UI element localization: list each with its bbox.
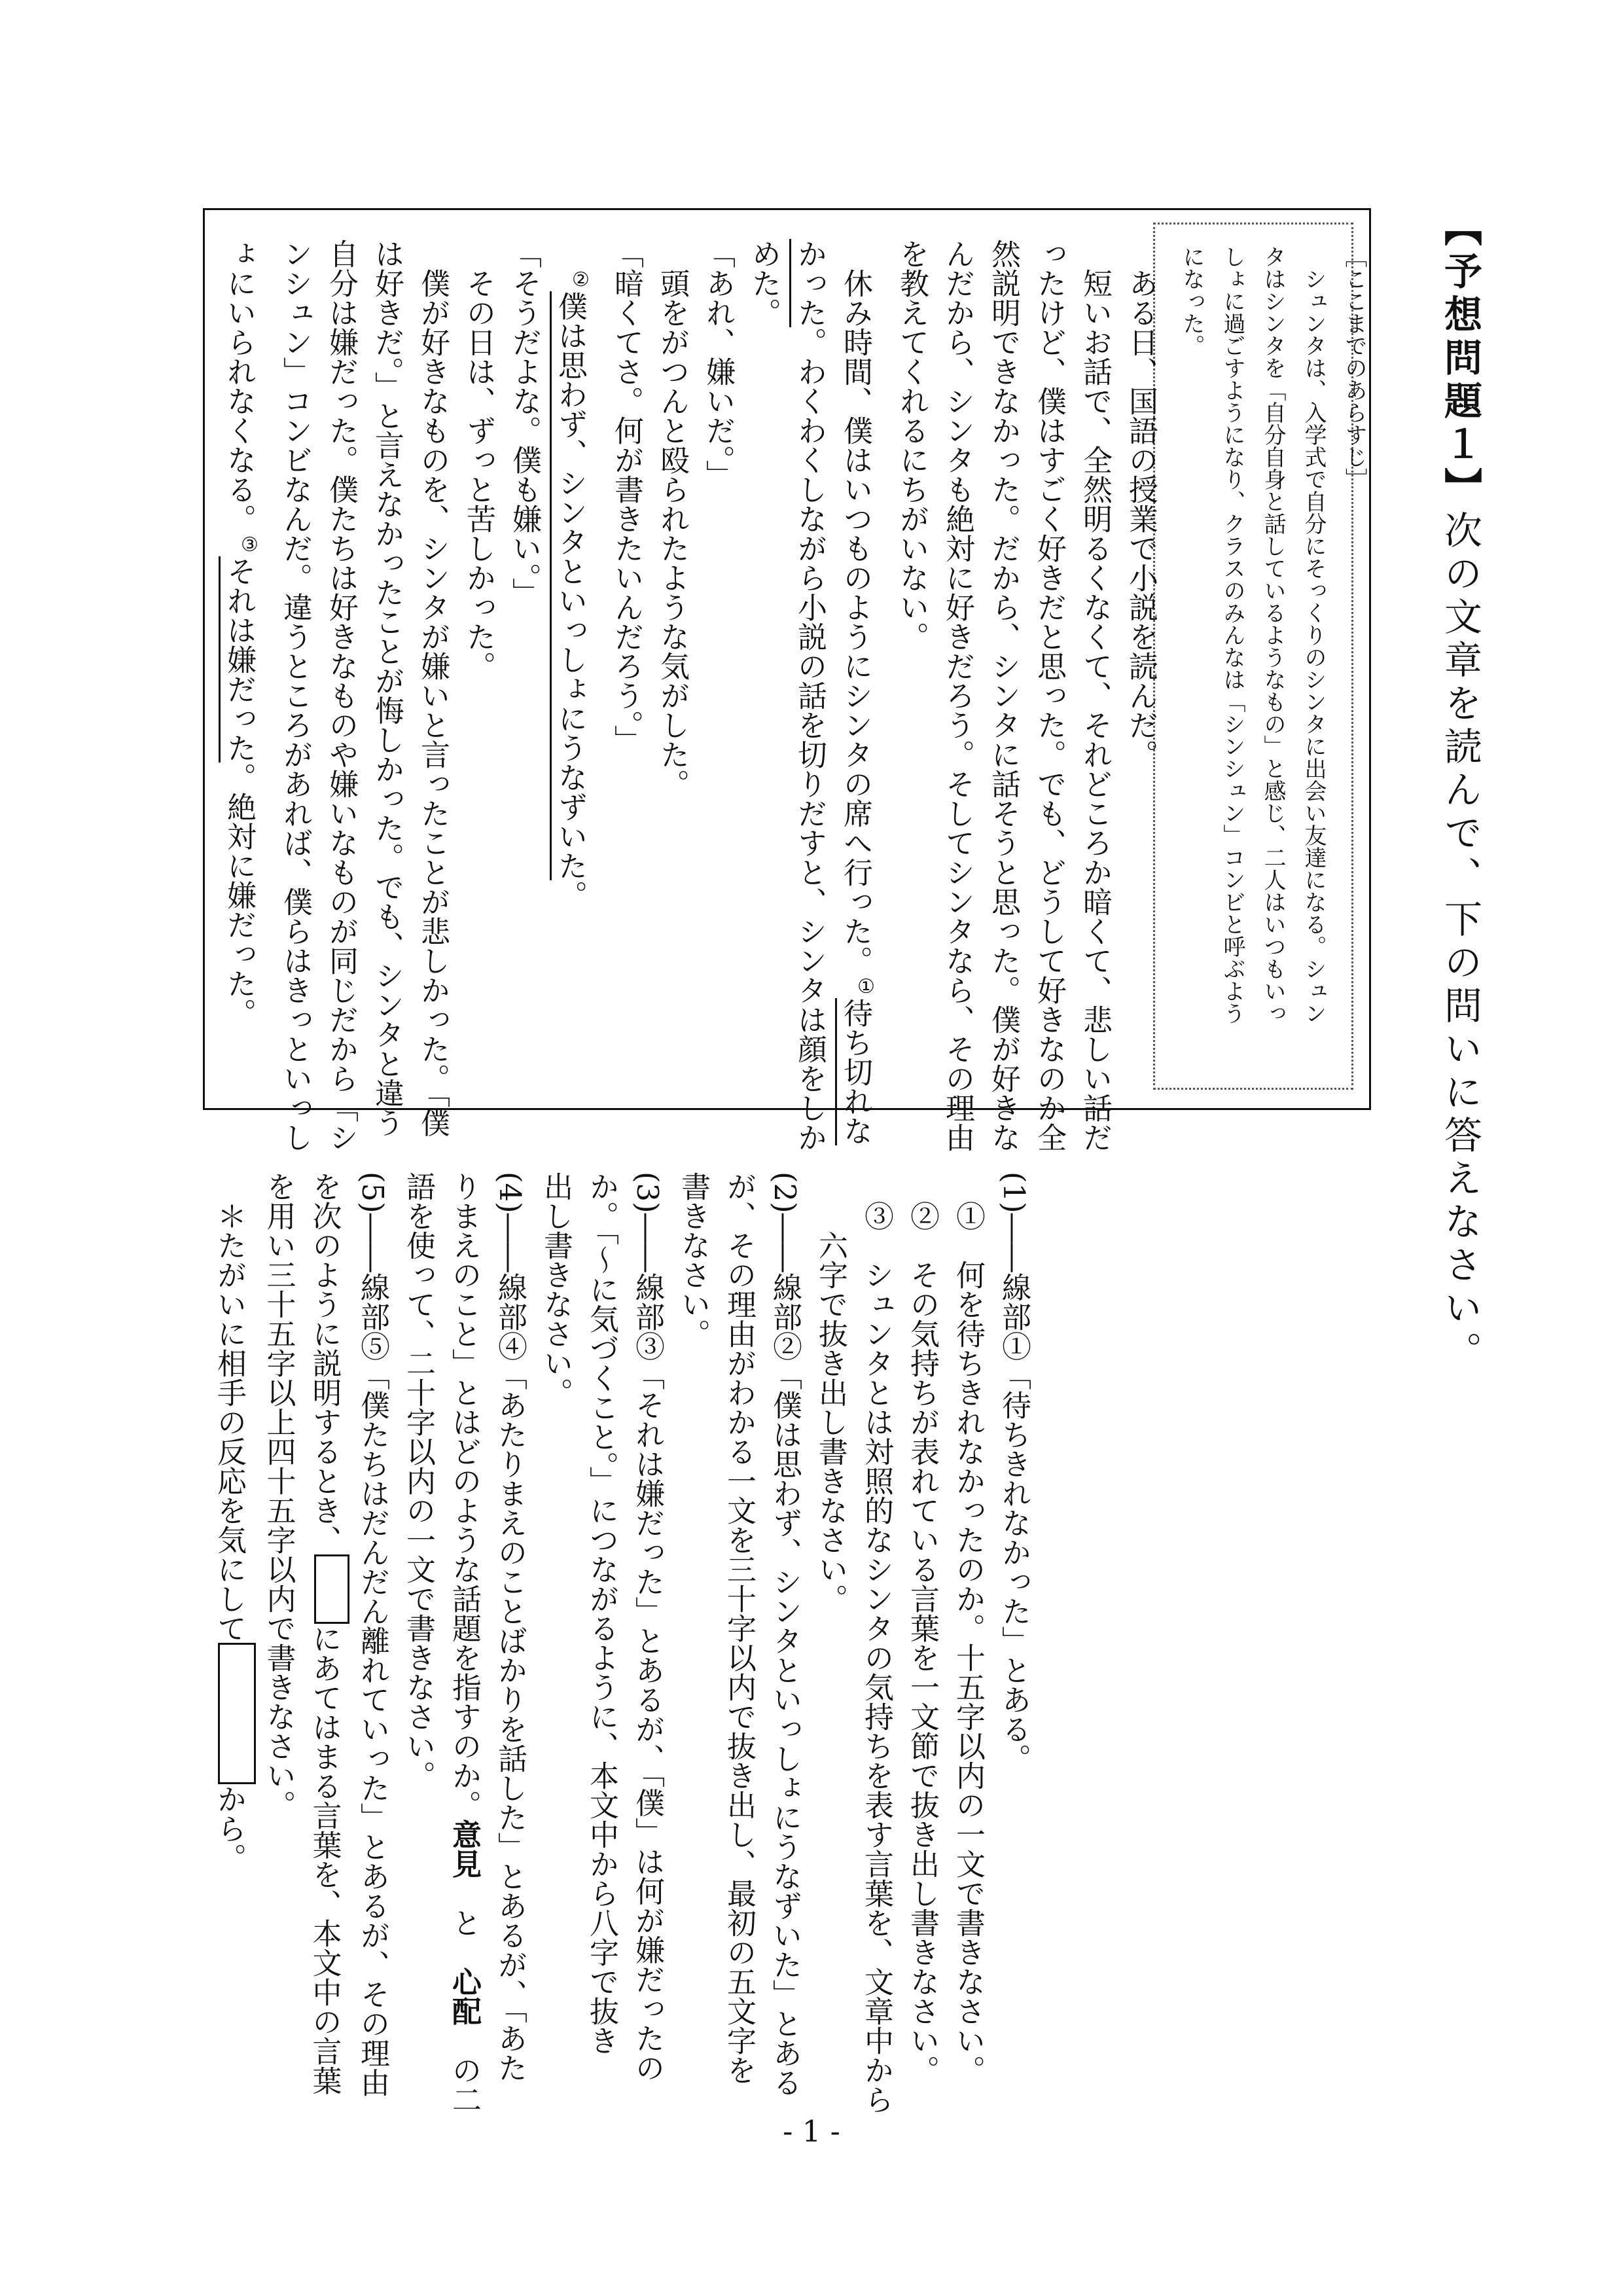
keyword-iken: 意見 — [447, 1820, 482, 1878]
question-3-cont: か。「～に気づくこと。」につながるように、本文中から八字で抜き — [584, 1172, 619, 2055]
question-4-cont — [441, 1172, 487, 2140]
question-title — [1438, 208, 1482, 1374]
story-line — [547, 239, 603, 1096]
page-number: - 1 - — [783, 2114, 840, 2149]
questions — [206, 1172, 1037, 2140]
story-line: 僕が好きなものを、シンタが嫌いと言ったことが悲しかった。「僕 — [416, 239, 450, 1138]
question-text: ――線部⑤「僕たちはだんだん離れていった」とあるが、その理由 — [355, 1213, 390, 2097]
story-text-span: 。絶対に嫌だった。 — [222, 762, 257, 1028]
question-text: ――線部①「待ちきれなかった」とある。 — [997, 1213, 1031, 1773]
question-number: (3) — [630, 1172, 665, 1213]
question-2-cont: 書きなさい。 — [676, 1172, 711, 1348]
synopsis-header: ［ここまでのあらすじ］ — [1341, 245, 1367, 490]
question-3-cont: 出し書きなさい。 — [539, 1172, 573, 1407]
story-text — [216, 239, 1164, 1152]
synopsis — [1171, 245, 1374, 1024]
story-line: 「あれ、嫌いだ。」 — [701, 239, 736, 490]
question-1 — [991, 1172, 1037, 2140]
synopsis-line: シュンタは、入学式で自分にそっくりのシンタに出会い友達になる。シュン — [1300, 245, 1327, 1024]
underlined-phrase-1-cont: かった — [789, 239, 827, 327]
story-text-span: 。 — [553, 880, 588, 910]
underlined-phrase-3: それは嫌だった — [219, 556, 257, 762]
underlined-phrase-2: 僕は思わず、シンタといっしょにうなずいた — [550, 291, 588, 880]
question-2-cont: が、その理由がわかる一文を三十字以内で抜き出し、最初の五文字を — [722, 1172, 757, 2085]
story-line: 然説明できなかった。だから、シンタに話そうと思った。僕が好きな — [986, 239, 1021, 1152]
question-text: の二 — [447, 2055, 482, 2114]
story-line: ンシュン」コンビなんだ。違うところがあれば、僕らはきっといっし — [278, 239, 313, 1152]
hint-text: から。 — [212, 1784, 247, 1873]
underline-number-1: ① — [855, 975, 878, 998]
synopsis-line: になった。 — [1179, 245, 1205, 357]
story-line: 短いお話で、全然明るくなくて、それどころか暗くて、悲しい話だ — [1078, 239, 1113, 1152]
story-text-span: ょにいられなくなる。 — [222, 239, 257, 533]
question-5-cont: を用い三十五字以上四十五字以内で書きなさい。 — [261, 1172, 296, 1820]
story-line: 頭をがつんと殴られたような気がした。 — [655, 239, 690, 798]
question-number: (2) — [768, 1172, 802, 1213]
underline-number-3: ③ — [238, 533, 261, 556]
story-line: 自分は嫌だった。僕たちは好きなものや嫌いなものが同じだから「シ — [324, 239, 359, 1152]
story-text-span: 休み時間、僕はいつものようにシンタの席へ行った。 — [838, 239, 873, 975]
question-number: (1) — [997, 1172, 1031, 1213]
underline-number-2: ② — [569, 268, 592, 291]
story-line: 「そうだよな。僕も嫌い。」 — [507, 239, 542, 607]
story-line: その日は、ずっと苦しかった。 — [461, 239, 496, 681]
answer-blank-box[interactable] — [314, 1554, 349, 1624]
question-text: と — [447, 1908, 482, 1937]
question-text: ――線部②「僕は思わず、シンタといっしょにうなずいた」とある — [768, 1213, 802, 2097]
question-text: ――線部④「あたりまえのことばかりを話した」とあるが、「あた — [493, 1213, 527, 2083]
question-5 — [349, 1172, 395, 2140]
synopsis-line: しょに過ごすようになり、クラスのみんなは「シンシュン」コンビと呼ぶよう — [1219, 245, 1245, 1024]
question-text: りまえのこと」とはどのような話題を指すのか。 — [447, 1172, 482, 1820]
question-1-sub-3-cont: 六字で抜き出し書きなさい。 — [813, 1172, 848, 1613]
story-line: ある日、国語の授業で小説を読んだ。 — [1124, 239, 1158, 769]
story-line — [216, 239, 272, 1096]
question-text: ――線部③「それは嫌だった」とあるが、「僕」は何が嫌だったの — [630, 1213, 665, 2083]
question-1-sub-1: ① 何を待ちきれなかったのか。十五字以内の一文で書きなさい。 — [951, 1172, 986, 2085]
question-5-hint — [206, 1172, 256, 2140]
question-1-sub-3: ③ シュンタとは対照的なシンタの気持ちを表す言葉を、文章中から — [859, 1172, 894, 2114]
question-4-cont: 語を使って、二十字以内の一文で書きなさい。 — [401, 1172, 436, 1790]
question-number: (5) — [355, 1172, 390, 1213]
question-text: を次のように説明するとき、 — [307, 1172, 342, 1554]
question-label: 【予想問題１】 — [1438, 208, 1482, 511]
story-line — [832, 239, 889, 1145]
story-line: ったけど、僕はすごく好きだと思った。でも、どうして好きなのか全 — [1032, 239, 1067, 1152]
question-4 — [487, 1172, 533, 2140]
question-2 — [762, 1172, 808, 2140]
story-line: 「暗くてさ。何が書きたいんだろう。」 — [609, 239, 644, 755]
story-text-span: 。わくわくしながら小説の話を切りだすと、シンタは顔をしか — [793, 327, 827, 1152]
hint-text: ＊たがいに相手の反応を気にして — [212, 1201, 247, 1643]
story-line: んだから、シンタも絶対に好きだろう。そしてシンタなら、その理由 — [940, 239, 975, 1152]
story-line: めた。 — [747, 239, 781, 327]
question-5-cont — [302, 1172, 350, 2140]
question-number: (4) — [493, 1172, 527, 1213]
question-1-sub-2: ② その気持ちが表れている言葉を一文節で抜き出し書きなさい。 — [905, 1172, 940, 2085]
question-text: にあてはまる言葉を、本文中の言葉 — [307, 1624, 342, 2095]
story-line — [787, 239, 832, 1152]
answer-blank-box-large[interactable] — [218, 1643, 256, 1784]
story-line: は好きだ。」と言えなかったことが悔しかった。でも、シンタと違う — [370, 239, 404, 1138]
keyword-shinpai: 心配 — [447, 1967, 482, 2026]
question-instruction: 次の文章を読んで、下の問いに答えなさい。 — [1438, 511, 1482, 1374]
question-3 — [624, 1172, 670, 2140]
underlined-phrase-1: 待ち切れな — [835, 998, 873, 1145]
synopsis-line: タはシンタを「自分自身と話しているようなもの」と感じ、二人はいつもいっ — [1260, 245, 1286, 1024]
story-line: を教えてくれるにちがいない。 — [895, 239, 929, 651]
